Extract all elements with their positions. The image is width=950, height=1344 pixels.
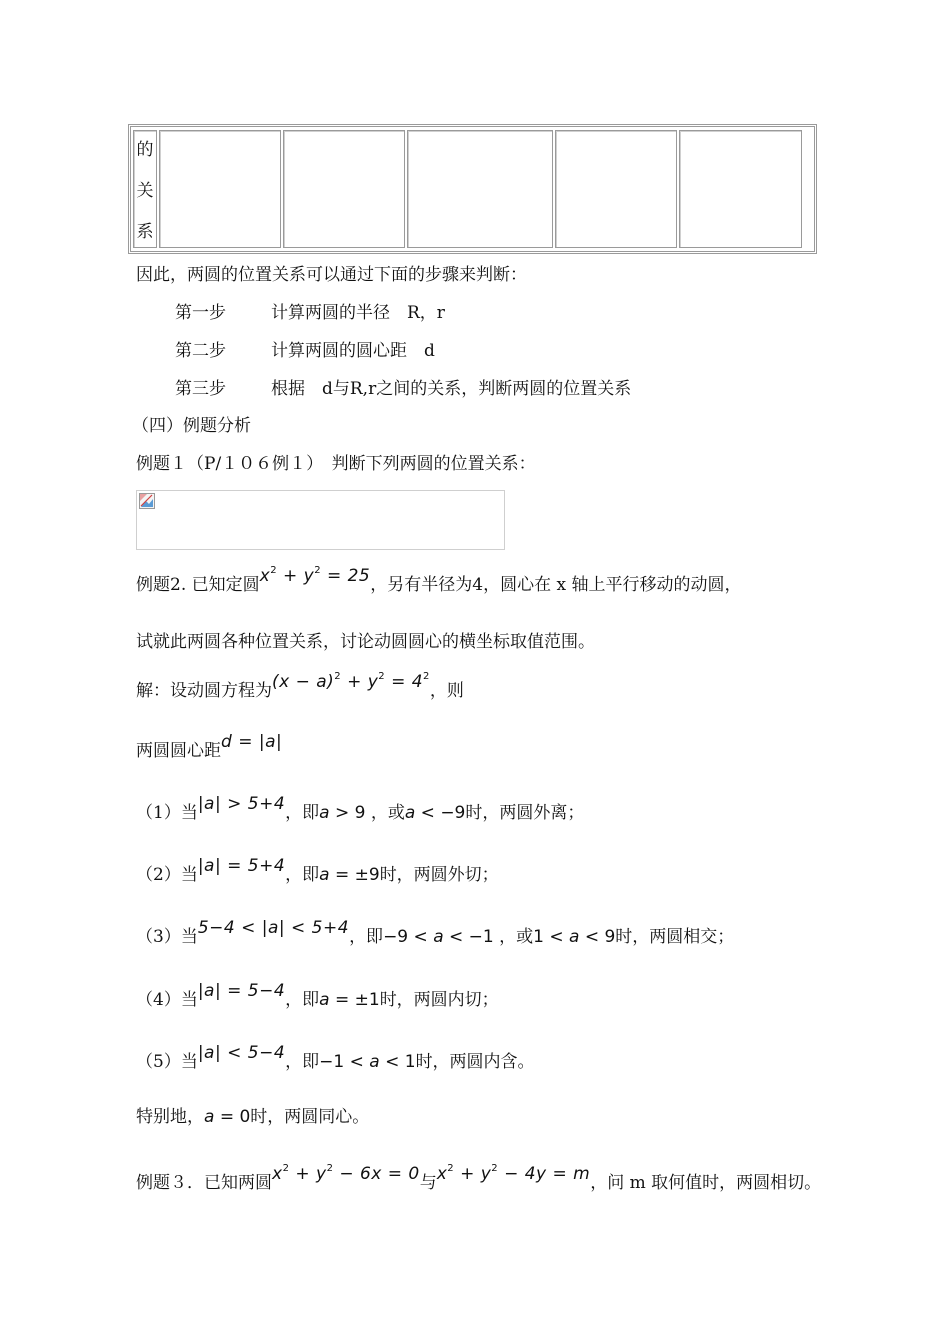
step-3-text: 根据 d与R,r之间的关系，判断两圆的位置关系: [271, 379, 632, 399]
solution-line: [136, 671, 464, 701]
case-number: （3）当: [136, 927, 198, 947]
special-suffix: 时，两圆同心。: [250, 1107, 370, 1127]
example-3-equation-2: $x^2 + y^2 - 4y = m$: [436, 1163, 591, 1184]
solution-prefix: 解：设动圆方程为: [136, 681, 272, 701]
case-result: a = ±9: [319, 865, 380, 885]
case-number: （1）当: [136, 803, 198, 823]
table-cell: [679, 130, 802, 248]
example-2-line-1: [136, 565, 742, 595]
step-2-text: 计算两圆的圆心距 d: [271, 341, 435, 361]
section-heading: （四）例题分析: [132, 416, 251, 436]
case-result: a > 9 ，或a < −9: [319, 803, 466, 823]
case-tail: 时，两圆外离；: [465, 803, 585, 823]
case-condition: |a| = 5−4: [197, 981, 286, 1001]
table-cell: [159, 130, 281, 248]
example-2-line-2: 试就此两圆各种位置关系，讨论动圆圆心的横坐标取值范围。: [136, 632, 595, 652]
distance-equation: d = |a|: [221, 732, 283, 752]
case-result: −9 < a < −1 ，或1 < a < 9: [383, 927, 616, 947]
case-result: a = ±1: [319, 990, 380, 1010]
case-tail: 时，两圆内切；: [379, 990, 499, 1010]
case-number: （2）当: [136, 865, 198, 885]
example-2-suffix: ，另有半径为4，圆心在 x 轴上平行移动的动圆，: [370, 575, 742, 595]
broken-image-icon: [139, 493, 155, 509]
case-condition: |a| < 5−4: [197, 1043, 286, 1063]
solution-equation: $(x - a)^2 + y^2 = 4^2$: [272, 671, 430, 692]
table-row-label: 的 关 系: [136, 140, 154, 242]
step-1-text: 计算两圆的半径 R，r: [271, 303, 445, 323]
case-4: [136, 981, 499, 1010]
special-case: [136, 1102, 369, 1127]
example-3-suffix: ，问 m 取何值时，两圆相切。: [590, 1173, 822, 1193]
distance-prefix: 两圆圆心距: [136, 741, 221, 761]
special-prefix: 特别地，: [136, 1107, 204, 1127]
relation-table: [128, 124, 817, 254]
step-2-label: 第二步: [175, 341, 226, 361]
case-tail: 时，两圆外切；: [379, 865, 499, 885]
example-1: 例题１（P/１０６例１） 判断下列两圆的位置关系：: [136, 454, 536, 474]
case-result: −1 < a < 1: [319, 1052, 416, 1072]
example-3-equation-1: $x^2 + y^2 - 6x = 0$: [272, 1163, 420, 1184]
step-3-label: 第三步: [175, 379, 226, 399]
distance-line: [136, 732, 283, 761]
case-3: [136, 918, 735, 947]
example-2-equation: $x^2 + y^2 = 25$: [259, 565, 371, 586]
image-placeholder: [136, 490, 505, 550]
case-condition: 5−4 < |a| < 5+4: [197, 918, 350, 938]
case-tail: 时，两圆内含。: [415, 1052, 535, 1072]
case-condition: |a| = 5+4: [197, 856, 286, 876]
case-mid: ，即: [349, 927, 384, 947]
case-number: （5）当: [136, 1052, 198, 1072]
special-equation: a = 0: [204, 1107, 251, 1127]
intro-text: 因此，两圆的位置关系可以通过下面的步骤来判断：: [136, 265, 527, 285]
case-tail: 时，两圆相交；: [615, 927, 735, 947]
example-3-mid: 与: [419, 1173, 437, 1193]
table-cell: [407, 130, 553, 248]
case-mid: ，即: [285, 990, 320, 1010]
case-5: [136, 1043, 535, 1072]
solution-suffix: ，则: [429, 681, 464, 701]
case-mid: ，即: [285, 865, 320, 885]
case-mid: ，即: [285, 1052, 320, 1072]
case-mid: ，即: [285, 803, 320, 823]
case-number: （4）当: [136, 990, 198, 1010]
example-3: [136, 1163, 822, 1193]
case-2: [136, 856, 499, 885]
case-1: [136, 794, 585, 823]
table-cell: [555, 130, 677, 248]
example-2-prefix: 例题2. 已知定圆: [136, 575, 260, 595]
table-cell: [283, 130, 405, 248]
step-1-label: 第一步: [175, 303, 226, 323]
example-3-prefix: 例题３．已知两圆: [136, 1173, 272, 1193]
case-condition: |a| > 5+4: [197, 794, 286, 814]
